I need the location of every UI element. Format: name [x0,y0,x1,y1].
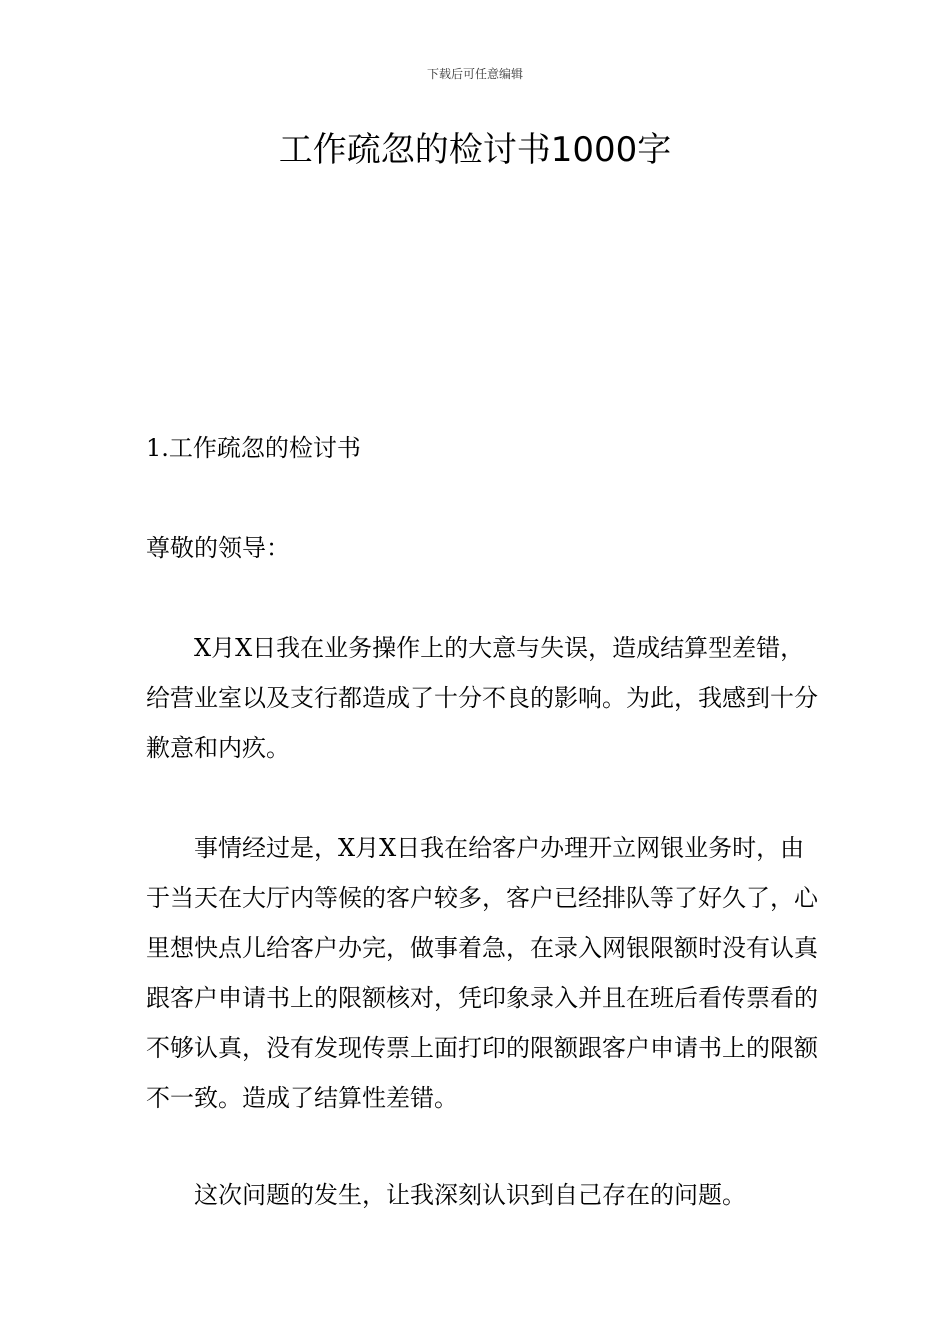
body-paragraph-2: 事情经过是，X月X日我在给客户办理开立网银业务时，由于当天在大厅内等候的客户较多，客户已经排队等了好久了，心里想快点儿给客户办完，做事着急，在录入网银限额时没有认真跟客户申请书上的限额核对，凭印象录入并且在班后看传票看的不够认真，没有发现传票上面打印的限额跟客户申请书上的限额不一致。造成了结算性差错。 [146,834,818,1112]
document-title: 工作疏忽的检讨书1000字 [278,130,672,170]
body-paragraph-3: 这次问题的发生，让我深刻认识到自己存在的问题。 [194,1181,746,1209]
salutation: 尊敬的领导： [146,534,290,562]
header-note: 下载后可任意编辑 [426,67,523,81]
body-paragraph-1: X月X日我在业务操作上的大意与失误，造成结算型差错，给营业室以及支行都造成了十分不良的影响。为此，我感到十分歉意和内疚。 [146,634,818,762]
section-heading: 1.工作疏忽的检讨书 [146,434,361,462]
